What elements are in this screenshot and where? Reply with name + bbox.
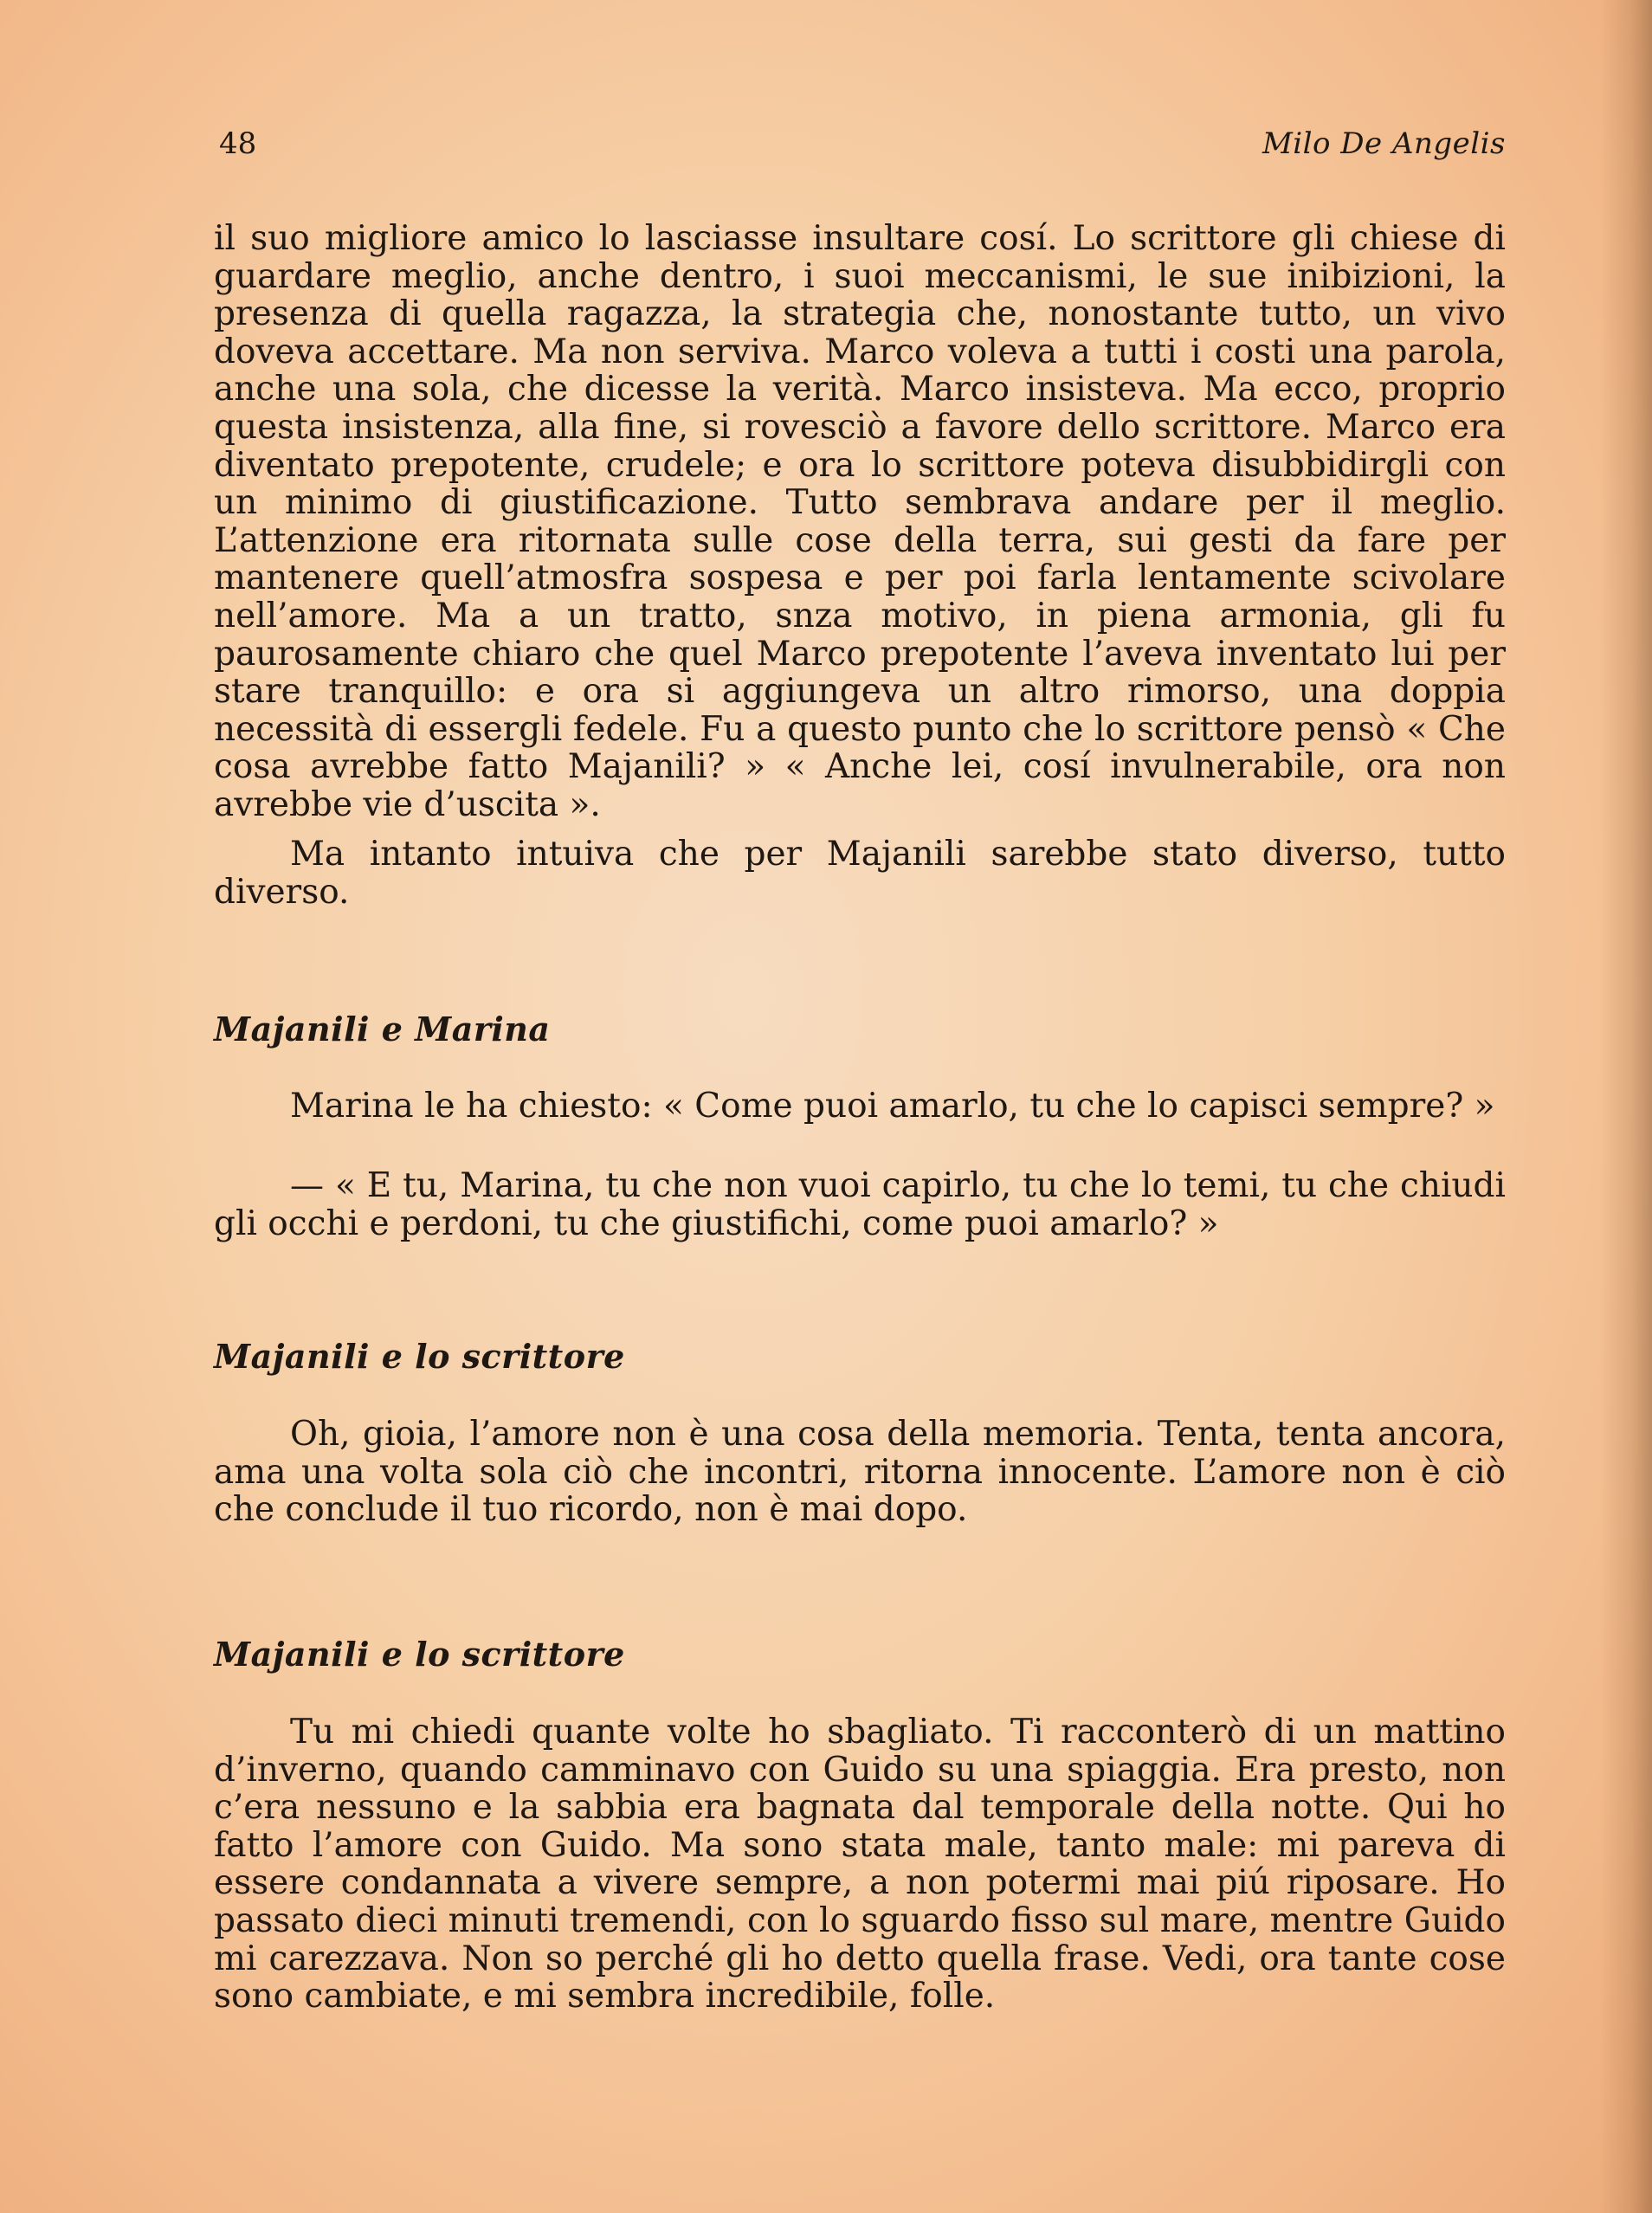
section-title-majanili-e-lo-scrittore-2: Majanili e lo scrittore <box>214 1635 625 1674</box>
opening-paragraph-2: Ma intanto intuiva che per Majanili sarebbe stato diverso, tutto diverso. <box>214 835 1506 912</box>
section-3-paragraph-1: Tu mi chiedi quante volte ho sbagliato. Ti racconterò di un mattino d’inverno, quando camminavo con Guido su una spiaggia. Era presto, non c’era nessuno e la sabbia era bagnata dal temporale della notte. Qui ho fatto l’amore con Guido. Ma sono stata male, tanto male: mi pareva di essere condannata a vivere sempre, a non potermi mai piú riposare. Ho passato dieci minuti tremendi, con lo sguardo fisso sul mare, mentre Guido mi carezzava. Non so perché gli ho detto quella frase. Vedi, ora tante cose sono cambiate, e mi sembra incredibile, folle. <box>214 1713 1506 2016</box>
section-title-majanili-e-lo-scrittore-1: Majanili e lo scrittore <box>214 1337 625 1376</box>
section-1-paragraph-1: Marina le ha chiesto: « Come puoi amarlo, tu che lo capisci sempre? » <box>290 1087 1495 1126</box>
section-1-paragraph-2: — « E tu, Marina, tu che non vuoi capirlo, tu che lo temi, tu che chiudi gli occhi e perdoni, tu che giustifichi, come puoi amarlo? » <box>214 1166 1506 1243</box>
book-page <box>214 0 1506 2213</box>
section-title-majanili-e-marina: Majanili e Marina <box>214 1010 551 1048</box>
running-head-author: Milo De Angelis <box>1262 126 1506 161</box>
opening-paragraph-1: il suo migliore amico lo lasciasse insultare cosí. Lo scrittore gli chiese di guardare meglio, anche dentro, i suoi meccanismi, le sue inibizioni, la presenza di quella ragazza, la strategia che, nonostante tutto, un vivo doveva accettare. Ma non serviva. Marco voleva a tutti i costi una parola, anche una sola, che dicesse la verità. Marco insisteva. Ma ecco, proprio questa insistenza, alla fine, si rovesciò a favore dello scrittore. Marco era diventato prepotente, crudele; e ora lo scrittore poteva disubbidirgli con un minimo di giustificazione. Tutto sembrava andare per il meglio. L’attenzione era ritornata sulle cose della terra, sui gesti da fare per mantenere quell’atmosfra sospesa e per poi farla lentamente scivolare nell’amore. Ma a un tratto, snza motivo, in piena armonia, gli fu paurosamente chiaro che quel Marco prepotente l’aveva inventato lui per stare tranquillo: e ora si aggiungeva un altro rimorso, una doppia necessità di essergli fedele. Fu a questo punto che lo scrittore pensò « Che cosa avrebbe fatto Majanili? » « Anche lei, cosí invulnerabile, ora non avrebbe vie d’uscita ». <box>214 219 1506 824</box>
running-head <box>214 126 1506 170</box>
page-number: 48 <box>219 126 257 161</box>
section-2-paragraph-1: Oh, gioia, l’amore non è una cosa della memoria. Tenta, tenta ancora, ama una volta sola ciò che incontri, ritorna innocente. L’amore non è ciò che conclude il tuo ricordo, non è mai dopo. <box>214 1415 1506 1530</box>
page-edge-shadow <box>1600 0 1652 2213</box>
